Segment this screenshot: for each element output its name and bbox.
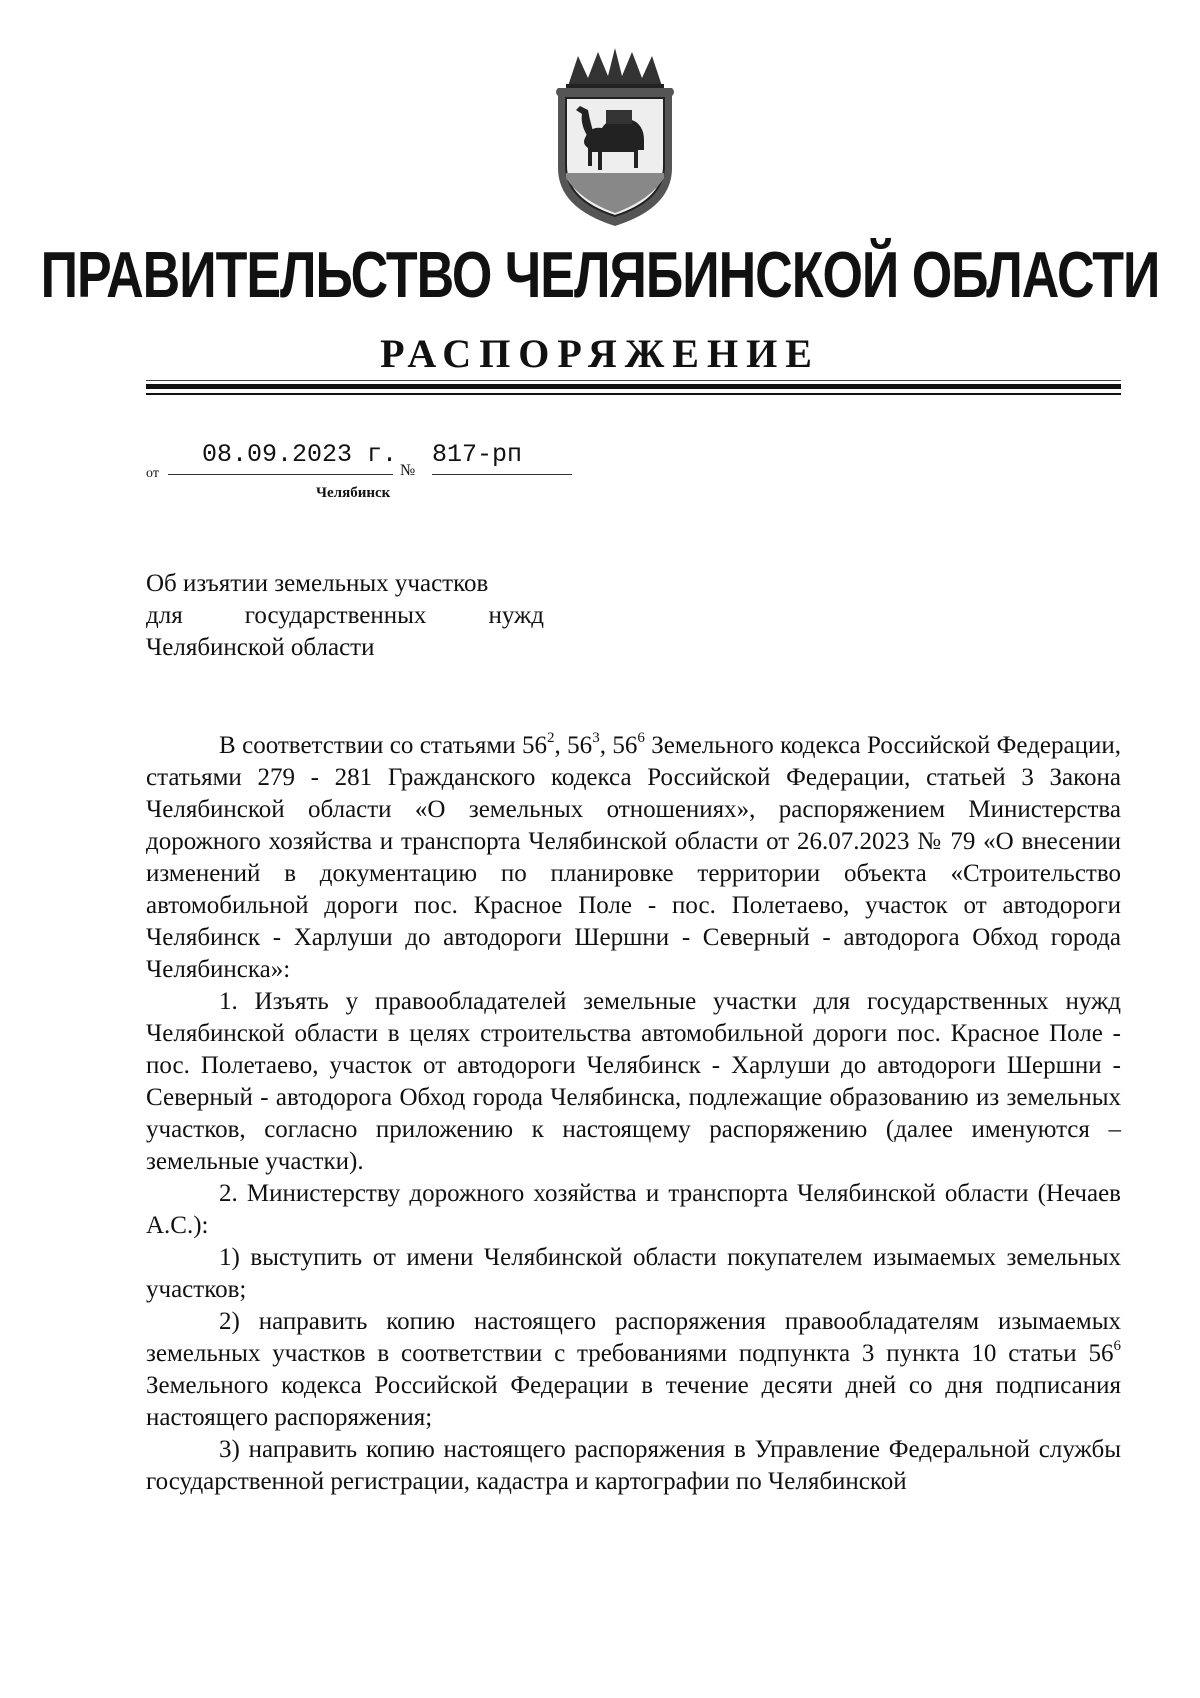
document-date: 08.09.2023 г. (202, 440, 398, 469)
number-sign: № (400, 462, 416, 479)
header-rule-thin (146, 393, 1121, 395)
clause-2-1: 1) выступить от имени Челябинской области покупателем изымаемых земельных участков; (146, 1244, 1121, 1303)
number-underline (432, 474, 572, 475)
clause-2: 2. Министерству дорожного хозяйства и транспорта Челябинской области (Нечаев А.С.): (146, 1180, 1121, 1239)
ot-label: от (146, 466, 159, 481)
document-body (146, 730, 1121, 1498)
date-number-line (146, 440, 646, 480)
chelyabinsk-coat-of-arms-icon (540, 48, 690, 228)
subject-line: Челябинской области (146, 634, 375, 661)
clause-2-3: 3) направить копию настоящего распоряжения в Управление Федеральной службы государственной регистрации, кадастра и картографии по Челябинской (146, 1436, 1121, 1495)
date-underline (168, 474, 393, 475)
subject-line: для государственных нужд (146, 602, 544, 629)
document-number: 817-рп (432, 440, 523, 469)
city-label: Челябинск (316, 485, 391, 501)
subject-line: Об изъятии земельных участков (146, 570, 489, 597)
header-rule-thick (146, 384, 1121, 389)
preamble-paragraph: В соответствии со статьями $56^2$, $56^3$, $56^6$ Земельного кодекса Российской Федерации, статьями 279 - 281 Гражданского кодекса Российской Федерации, статьей 3 Закона Челябинской области «О земельных отношениях», распоряжением Министерства дорожного хозяйства и транспорта Челябинской области от 26.07.2023 № 79 «О внесении изменений в документацию по планировке территории объекта «Строительство автомобильной дороги пос. Красное Поле - пос. Полетаево, участок от автодороги Челябинск - Харлуши до автодороги Шершни - Северный - автодорога Обход города Челябинска»: (146, 729, 1121, 983)
government-title: ПРАВИТЕЛЬСТВО ЧЕЛЯБИНСКОЙ ОБЛАСТИ (40, 239, 1160, 312)
document-type: РАСПОРЯЖЕНИЕ (380, 331, 820, 376)
header-rule-top (146, 380, 1121, 381)
clause-1: 1. Изъять у правообладателей земельные участки для государственных нужд Челябинской области в целях строительства автомобильной дороги пос. Красное Поле - пос. Полетаево, участок от автодороги Челябинск - Харлуши до автодороги Шершни - Северный - автодорога Обход города Челябинска, подлежащие образованию из земельных участков, согласно приложению к настоящему распоряжению (далее именуются – земельные участки). (146, 988, 1121, 1175)
clause-2-2: 2) направить копию настоящего распоряжения правообладателям изымаемых земельных участков в соответствии с требованиями подпункта 3 пункта 10 статьи $56^6$ Земельного кодекса Российской Федерации в течение десяти дней со дня подписания настоящего распоряжения; (146, 1308, 1121, 1431)
document-subject (146, 568, 544, 664)
